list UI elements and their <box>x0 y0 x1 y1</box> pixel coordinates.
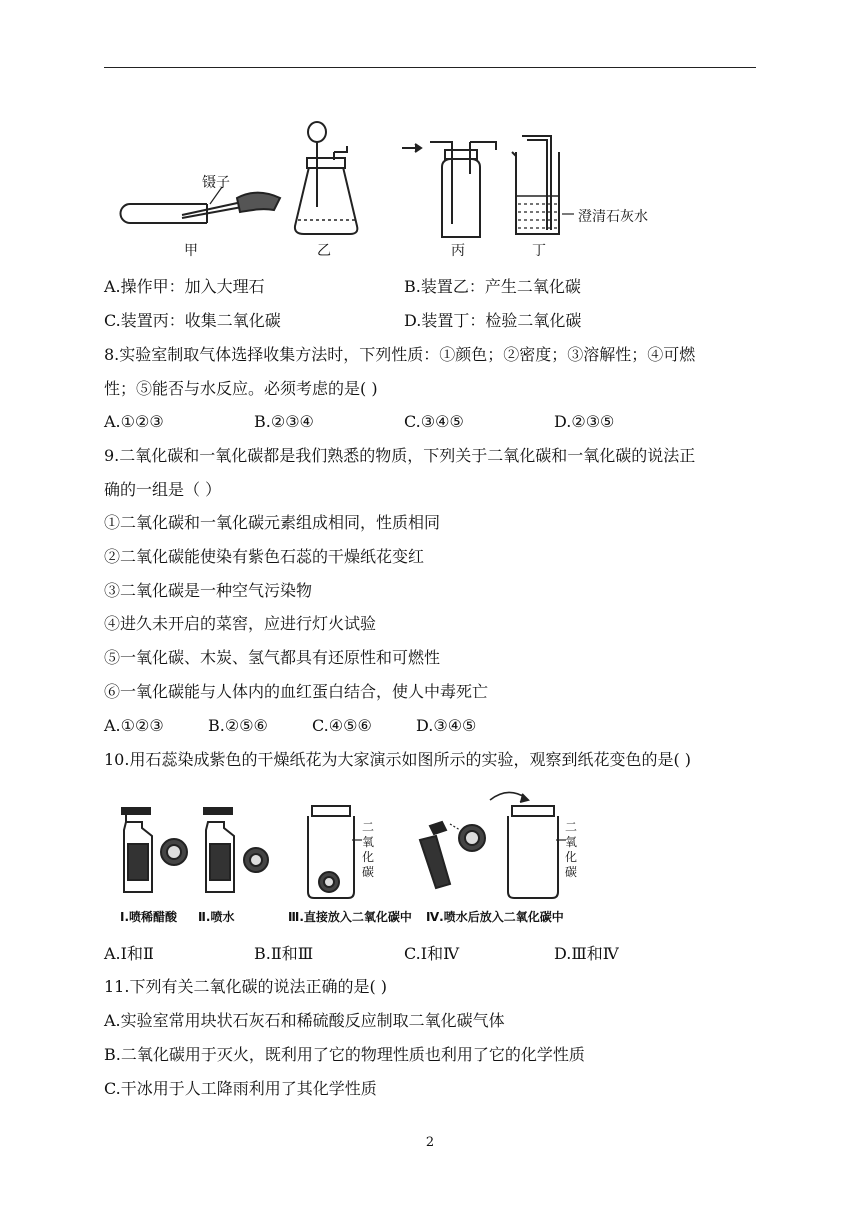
q8-stem-line2: 性；⑤能否与水反应。必须考虑的是( ) <box>104 379 378 398</box>
q9-option-b: B.②⑤⑥ <box>208 716 268 735</box>
tweezers-label: 镊子 <box>202 175 230 191</box>
q9-item-5: ⑤一氧化碳、木炭、氢气都具有还原性和可燃性 <box>104 648 441 667</box>
q9-item-2: ②二氧化碳能使染有紫色石蕊的干燥纸花变红 <box>104 547 425 566</box>
q9-stem-line2: 确的一组是（ ） <box>104 480 222 499</box>
q11-option-a: A.实验室常用块状石灰石和稀硫酸反应制取二氧化碳气体 <box>104 1011 505 1030</box>
limewater-label: 澄清石灰水 <box>578 209 648 225</box>
caption-iii: Ⅲ.直接放入二氧化碳中 <box>288 910 412 924</box>
q9-option-a: A.①②③ <box>104 716 164 735</box>
q8-option-a: A.①②③ <box>104 412 164 431</box>
q8-option-d: D.②③⑤ <box>554 412 615 431</box>
q9-option-d: D.③④⑤ <box>416 716 477 735</box>
q7-option-d: D.装置丁：检验二氧化碳 <box>404 311 582 330</box>
q10-stem: 10.用石蕊染成紫色的干燥纸花为大家演示如图所示的实验，观察到纸花变色的是( ) <box>104 750 692 769</box>
apparatus-figure <box>112 112 682 262</box>
page-number: 2 <box>425 1135 435 1150</box>
q10-option-b: B.Ⅱ和Ⅲ <box>254 944 314 963</box>
q10-option-c: C.Ⅰ和Ⅳ <box>404 944 460 963</box>
q9-item-6: ⑥一氧化碳能与人体内的血红蛋白结合，使人中毒死亡 <box>104 682 489 701</box>
jar-label-2: 二氧化碳 <box>565 820 578 879</box>
caption-i: Ⅰ.喷稀醋酸 <box>120 910 178 924</box>
label-jia: 甲 <box>184 243 198 259</box>
q8-stem-line1: 8.实验室制取气体选择收集方法时，下列性质：①颜色；②密度；③溶解性；④可燃 <box>104 345 696 364</box>
litmus-experiment-figure <box>112 780 592 930</box>
jar-label-1: 二氧化碳 <box>362 820 375 879</box>
q10-option-a: A.Ⅰ和Ⅱ <box>104 944 154 963</box>
header-rule <box>104 67 756 68</box>
q10-option-d: D.Ⅲ和Ⅳ <box>554 944 619 963</box>
q9-item-4: ④进久未开启的菜窖，应进行灯火试验 <box>104 614 377 633</box>
q11-stem: 11.下列有关二氧化碳的说法正确的是( ) <box>104 977 388 996</box>
q11-option-b: B.二氧化碳用于灭火，既利用了它的物理性质也利用了它的化学性质 <box>104 1045 585 1064</box>
label-yi: 乙 <box>317 243 331 259</box>
q9-item-3: ③二氧化碳是一种空气污染物 <box>104 581 313 600</box>
q9-option-c: C.④⑤⑥ <box>312 716 372 735</box>
q7-option-c: C.装置丙：收集二氧化碳 <box>104 311 281 330</box>
label-bing: 丙 <box>451 243 465 259</box>
q7-option-b: B.装置乙：产生二氧化碳 <box>404 277 581 296</box>
label-ding: 丁 <box>532 243 546 259</box>
q11-option-c: C.干冰用于人工降雨利用了其化学性质 <box>104 1079 377 1098</box>
q9-item-1: ①二氧化碳和一氧化碳元素组成相同，性质相同 <box>104 513 441 532</box>
q8-option-b: B.②③④ <box>254 412 314 431</box>
caption-ii: Ⅱ.喷水 <box>198 910 235 924</box>
q8-option-c: C.③④⑤ <box>404 412 464 431</box>
q7-option-a: A.操作甲：加入大理石 <box>104 277 265 296</box>
q9-stem-line1: 9.二氧化碳和一氧化碳都是我们熟悉的物质，下列关于二氧化碳和一氧化碳的说法正 <box>104 446 696 465</box>
caption-iv: Ⅳ.喷水后放入二氧化碳中 <box>426 910 564 924</box>
